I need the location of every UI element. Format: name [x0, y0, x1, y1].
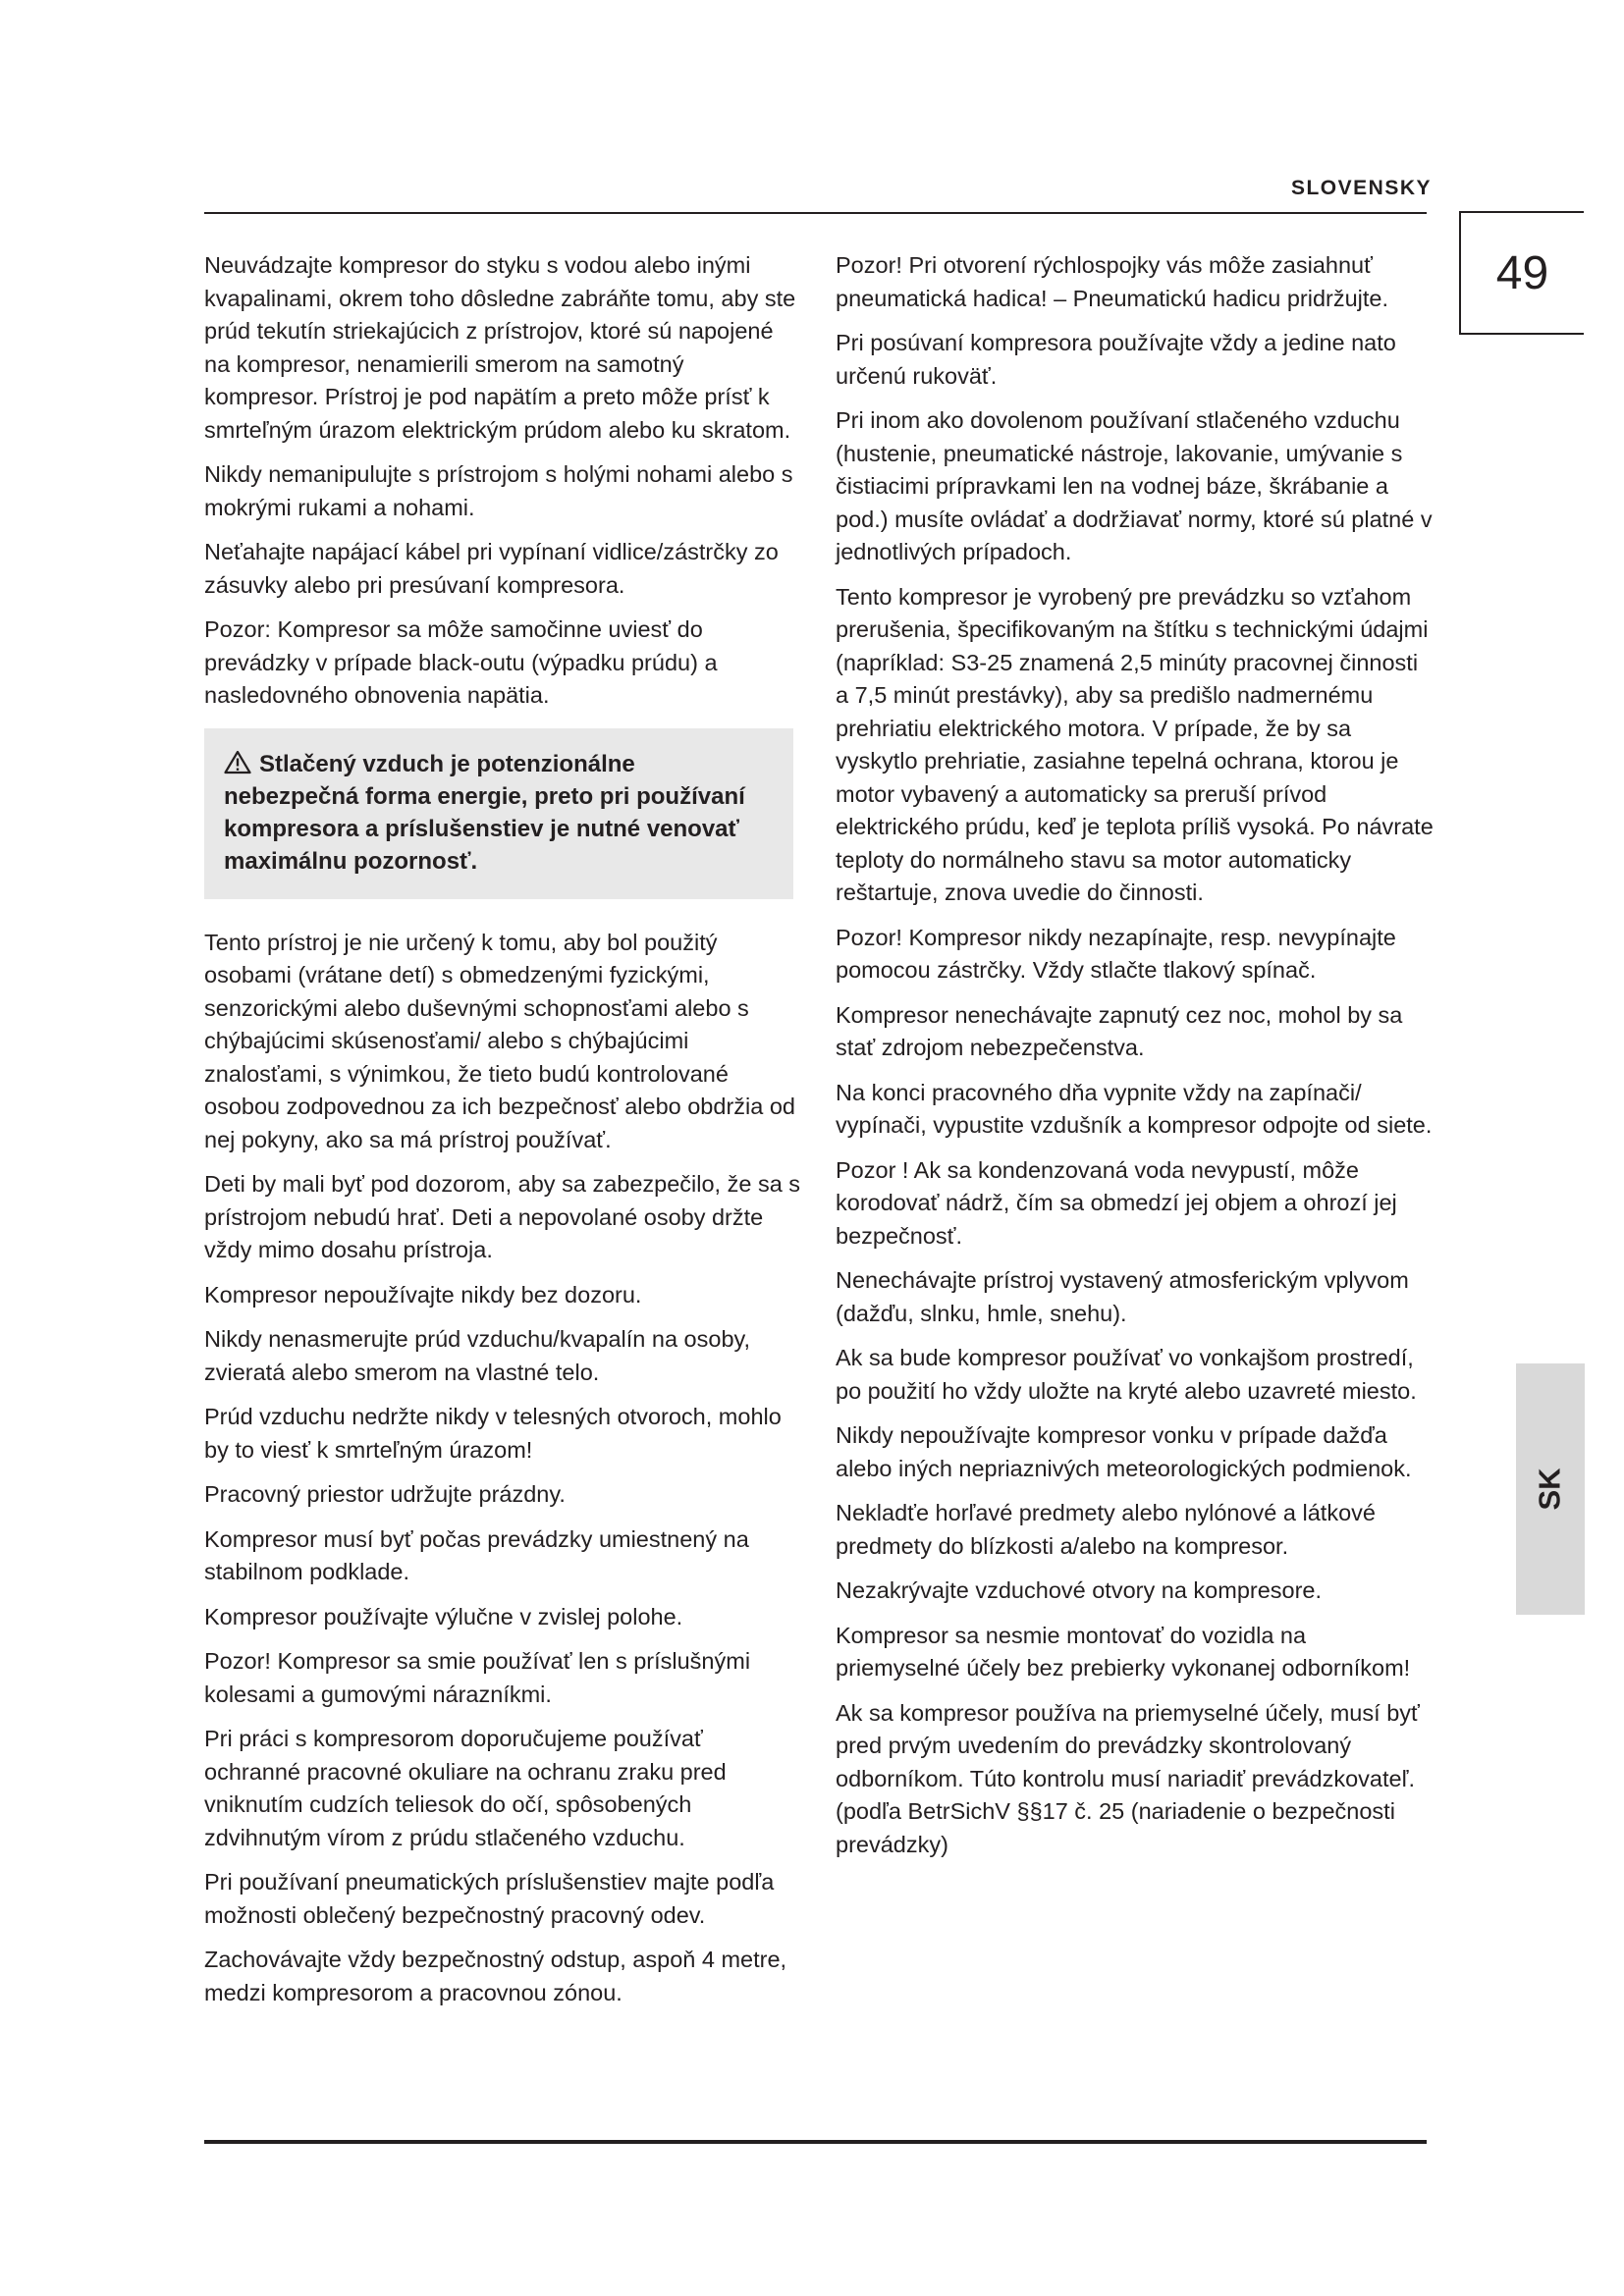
paragraph: Pri inom ako dovolenom používaní stlačeného vzduchu (hustenie, pneumatické nástroje, lakovanie, umývanie s čistiacimi prípravkami len na vodnej báze, škrábanie a pod.) musíte ovládať a dodržiavať normy, ktoré sú platné v jednotlivých prípadoch. [836, 407, 1433, 564]
warning-triangle-icon [224, 750, 251, 774]
paragraph: Nikdy nemanipulujte s prístrojom s holými nohami alebo s mokrými rukami a nohami. [204, 461, 793, 520]
paragraph: Nezakrývajte vzduchové otvory na kompresore. [836, 1577, 1323, 1603]
paragraph: Ak sa kompresor používa na priemyselné účely, musí byť pred prvým uvedením do prevádzky skontrolovaný odborníkom. Túto kontrolu musí nariadiť prevádzkovateľ. (podľa BetrSichV §§17 č. 25 (nariadenie o bezpečnosti prevádzky) [836, 1699, 1420, 1857]
paragraph: Kompresor nepoužívajte nikdy bez dozoru. [204, 1281, 642, 1308]
warning-text: Stlačený vzduch je potenzionálne nebezpečná forma energie, preto pri používaní kompresora a príslušenstiev je nutné venovať maximálnu pozornosť. [224, 750, 745, 875]
paragraph: Pracovný priestor udržujte prázdny. [204, 1481, 566, 1507]
paragraph: Nikdy nepoužívajte kompresor vonku v prípade dažďa alebo iných nepriaznivých meteorologických podmienok. [836, 1422, 1412, 1481]
paragraph: Pozor! Pri otvorení rýchlospojky vás môže zasiahnuť pneumatická hadica! – Pneumatickú hadicu pridržujte. [836, 252, 1389, 311]
warning-text-wrapper [224, 748, 774, 878]
paragraph: Kompresor sa nesmie montovať do vozidla na priemyselné účely bez prebierky vykonanej odborníkom! [836, 1622, 1411, 1681]
paragraph: Prúd vzduchu nedržte nikdy v telesných otvoroch, mohlo by to viesť k smrteľným úrazom! [204, 1404, 782, 1463]
paragraph: Pri používaní pneumatických príslušenstiev majte podľa možnosti oblečený bezpečnostný pracovný odev. [204, 1869, 775, 1928]
paragraph: Zachovávajte vždy bezpečnostný odstup, aspoň 4 metre, medzi kompresorom a pracovnou zónou. [204, 1947, 787, 2005]
paragraph: Ak sa bude kompresor používať vo vonkajšom prostredí, po použití ho vždy uložte na kryté alebo uzavreté miesto. [836, 1345, 1417, 1404]
paragraph: Tento prístroj je nie určený k tomu, aby bol použitý osobami (vrátane detí) s obmedzenými fyzickými, senzorickými alebo duševnými schopnosťami alebo s chýbajúcimi skúsenosťami/ alebo s chýbajúcimi znalosťami, s výnimkou, že tieto budú kontrolované osobou zodpovednou za ich bezpečnosť alebo obdržia od nej pokyny, ako sa má prístroj používať. [204, 929, 795, 1152]
paragraph: Pri posúvaní kompresora používajte vždy a jedine nato určenú rukoväť. [836, 330, 1396, 389]
paragraph: Kompresor musí byť počas prevádzky umiestnený na stabilnom podklade. [204, 1525, 749, 1584]
warning-box [204, 728, 793, 899]
paragraph: Pozor! Kompresor sa smie používať len s príslušnými kolesami a gumovými nárazníkmi. [204, 1648, 751, 1707]
language-side-tab [1516, 1363, 1585, 1615]
paragraph: Kompresor nenechávajte zapnutý cez noc, mohol by sa stať zdrojom nebezpečenstva. [836, 1001, 1403, 1060]
paragraph: Na konci pracovného dňa vypnite vždy na zapínači/ vypínači, vypustite vzdušník a kompresor odpojte od siete. [836, 1079, 1433, 1138]
paragraph: Pozor ! Ak sa kondenzovaná voda nevypustí, môže korodovať nádrž, čím sa obmedzí jej objem a ohrozí jej bezpečnosť. [836, 1156, 1397, 1249]
paragraph: Tento kompresor je vyrobený pre prevádzku so vzťahom prerušenia, špecifikovaným na štítku s technickými údajmi (napríklad: S3-25 znamená 2,5 minúty pracovnej činnosti a 7,5 minút prestávky), aby sa predišlo nadmernému prehriatiu elektrického motora. V prípade, že by sa vyskytlo prehriatie, zasiahne tepelná ochrana, ktorou je motor vybavený a automaticky sa preruší prívod elektrického prúdu, keď je teplota príliš vysoká. Po návrate teploty do normálneho stavu sa motor automaticky reštartuje, znova uvedie do činnosti. [836, 583, 1434, 905]
left-column [204, 249, 803, 2021]
right-column [836, 249, 1435, 1873]
paragraph: Kompresor používajte výlučne v zvislej polohe. [204, 1603, 683, 1629]
language-code: SK [1532, 1468, 1567, 1511]
paragraph: Neuvádzajte kompresor do styku s vodou alebo inými kvapalinami, okrem toho dôsledne zabráňte tomu, aby ste prúd tekutín striekajúcich z prístrojov, ktoré sú napojené na kompresor, nenamierili smerom na samotný kompresor. Prístroj je pod napätím a preto môže prísť k smrteľným úrazom elektrickým prúdom alebo ku skratom. [204, 252, 796, 443]
paragraph: Neťahajte napájací kábel pri vypínaní vidlice/zástrčky zo zásuvky alebo pri presúvaní kompresora. [204, 539, 779, 598]
bottom-divider [204, 2140, 1427, 2144]
paragraph: Deti by mali byť pod dozorom, aby sa zabezpečilo, že sa s prístrojom nebudú hrať. Deti a nepovolané osoby držte vždy mimo dosahu prístroja. [204, 1171, 801, 1262]
paragraph: Nikdy nenasmerujte prúd vzduchu/kvapalín na osoby, zvieratá alebo smerom na vlastné telo. [204, 1326, 751, 1385]
top-divider [204, 212, 1427, 214]
language-header: SLOVENSKY [1290, 177, 1432, 199]
paragraph: Nenechávajte prístroj vystavený atmosferickým vplyvom (dažďu, slnku, hmle, snehu). [836, 1267, 1409, 1326]
paragraph: Pri práci s kompresorom doporučujeme používať ochranné pracovné okuliare na ochranu zraku pred vniknutím cudzích teliesok do očí, spôsobených zdvihnutým vírom z prúdu stlačeného vzduchu. [204, 1726, 727, 1850]
paragraph: Nekladťe horľavé predmety alebo nylónové a látkové predmety do blízkosti a/alebo na kompresor. [836, 1500, 1376, 1559]
page-number-box [1459, 211, 1584, 335]
page-number: 49 [1495, 246, 1549, 299]
paragraph: Pozor! Kompresor nikdy nezapínajte, resp. nevypínajte pomocou zástrčky. Vždy stlačte tlakový spínač. [836, 924, 1396, 983]
paragraph: Pozor: Kompresor sa môže samočinne uviesť do prevádzky v prípade black-outu (výpadku prúdu) a nasledovného obnovenia napätia. [204, 616, 718, 708]
